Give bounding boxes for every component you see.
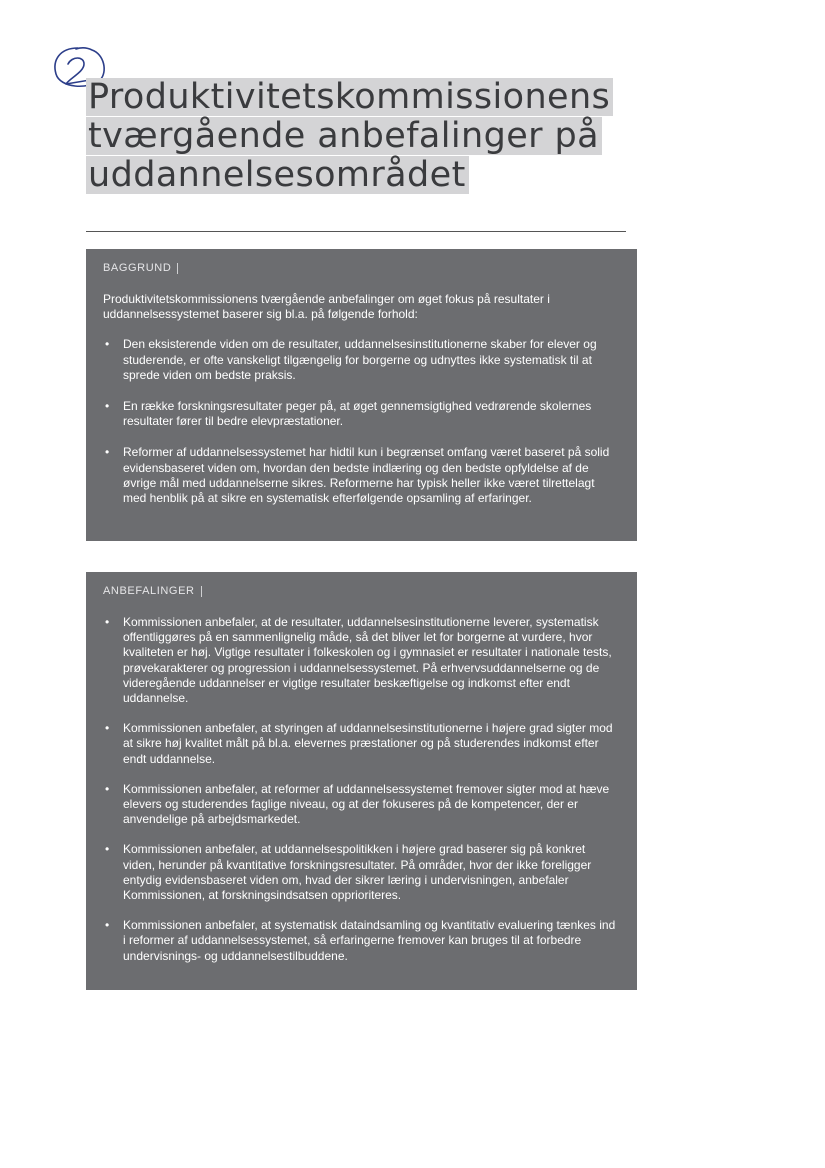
bullet-icon: •	[105, 842, 110, 857]
list-item	[103, 918, 617, 964]
list-item-text: Kommissionen anbefaler, at styringen af uddannelsesinstitutionerne i højere grad sigter mod at sikre høj kvalitet målt på bl.a. elevernes præstationer og på studerendes indkomst efter endt uddannelse.	[123, 721, 613, 766]
bullet-icon: •	[105, 721, 110, 736]
bullet-icon: •	[105, 445, 110, 460]
title-line-3: uddannelsesområdet	[86, 156, 469, 194]
baggrund-box	[86, 249, 637, 541]
anbefalinger-box	[86, 572, 637, 990]
list-item-text: Kommissionen anbefaler, at reformer af uddannelsessystemet fremover sigter mod at hæve elevers og studerendes faglige niveau, og at der fokuseres på de kompetencer, der er anvendelige på arbejdsmarkedet.	[123, 781, 610, 827]
anbefalinger-header-label: ANBEFALINGER	[103, 585, 195, 597]
anbefalinger-body	[103, 615, 617, 979]
header-divider	[177, 263, 178, 274]
bullet-icon: •	[105, 918, 110, 933]
title-divider	[86, 231, 626, 232]
list-item-text: Kommissionen anbefaler, at uddannelsespolitikken i højere grad baserer sig på konkret viden, herunder på kvantitative forskningsresultater. På områder, hvor der ikke foreligger entydig evidensbaseret viden om, hvad der sikrer læring i undervisningen, anbefaler Kommissionen, at forskningsindsatsen opprioriteres.	[123, 842, 592, 903]
list-item-text: Den eksisterende viden om de resultater, uddannelsesinstitutionerne skaber for elever og studerende, er ofte vanskeligt tilgængelig for borgerne og udnyttes ikke systematisk til at sprede viden om bedste praksis.	[123, 337, 597, 382]
page-title	[86, 78, 613, 195]
list-item-text: Kommissionen anbefaler, at de resultater, uddannelsesinstitutionerne leverer, systematisk offentliggøres på en sammenlignelig måde, så det bliver let for borgerne at vurdere, hvor kvaliteten er høj. Vigtige resultater i folkeskolen og i gymnasiet er resultater i nationale tests, prøvekarakterer og progression i uddannelsessystemet. På erhvervsuddannelserne og de videregående uddannelser er vigtige resultater beskæftigelse og indkomst efter endt uddannelse.	[123, 615, 612, 706]
list-item	[103, 842, 617, 903]
list-item	[103, 337, 617, 383]
baggrund-intro: Produktivitetskommissionens tværgående anbefalinger om øget fokus på resultater i uddannelsessystemet baserer sig bl.a. på følgende forhold:	[103, 292, 550, 322]
list-item	[103, 615, 617, 706]
baggrund-body	[103, 292, 617, 522]
title-line-1: Produktivitetskommissionens	[86, 78, 613, 116]
baggrund-header-label: BAGGRUND	[103, 262, 172, 274]
list-item	[103, 399, 617, 429]
anbefalinger-list	[103, 615, 617, 964]
list-item	[103, 721, 617, 767]
anbefalinger-header	[103, 585, 202, 597]
bullet-icon: •	[105, 615, 110, 629]
bullet-icon: •	[105, 337, 110, 352]
baggrund-list	[103, 337, 617, 506]
list-item-text: Kommissionen anbefaler, at systematisk dataindsamling og kvantitativ evaluering tænkes ind i reformer af uddannelsessystemet, så erfaringerne fremover kan bruges til at forbedre undervisnings- og uddannelsestilbuddene.	[123, 918, 616, 963]
header-divider	[201, 586, 202, 597]
list-item-text: En række forskningsresultater peger på, at øget gennemsigtighed vedrørende skolernes resultater fører til bedre elevpræstationer.	[123, 399, 592, 429]
list-item	[103, 445, 617, 506]
bullet-icon: •	[105, 399, 110, 414]
bullet-icon: •	[105, 781, 110, 796]
list-item-text: Reformer af uddannelsessystemet har hidtil kun i begrænset omfang været baseret på solid evidensbaseret viden om, hvordan den bedste indlæring og den bedste opfyldelse af de øvrige mål med uddannelserne sikres. Reformerne har typisk heller ikke været tilrettelagt med henblik på at sikre en systematisk efterfølgende opsamling af erfaringer.	[123, 445, 610, 506]
title-line-2: tværgående anbefalinger på	[86, 117, 602, 155]
list-item	[103, 782, 617, 828]
baggrund-header	[103, 262, 178, 274]
